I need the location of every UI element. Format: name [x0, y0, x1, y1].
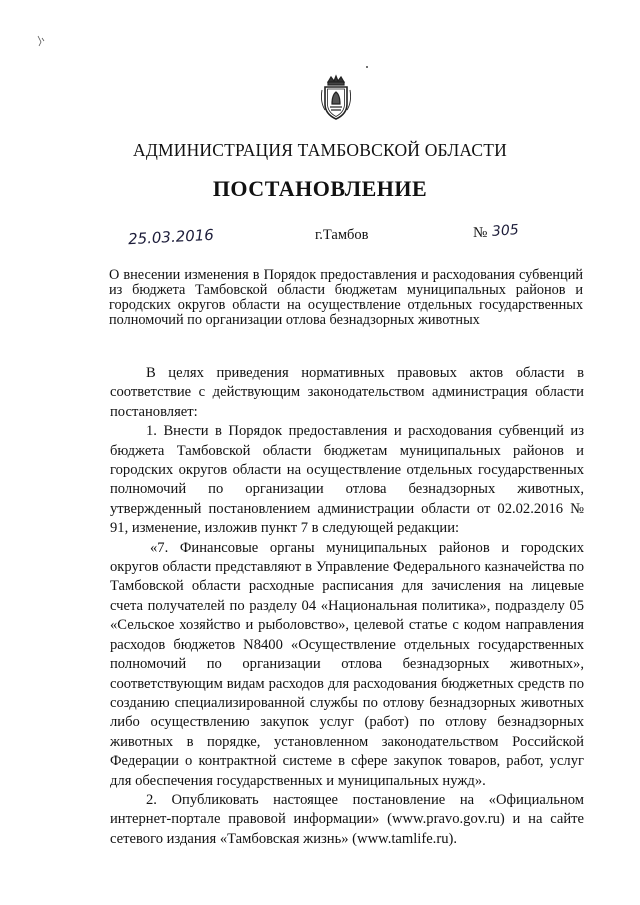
document-body [110, 364, 584, 849]
city-label: г.Тамбов [315, 227, 369, 243]
document-subject: О внесении изменения в Порядок предоставления и расходования субвенций из бюджета Тамбовской области бюджетам муниципальных районов и городских округов области на осуществление отдельных государственных полномочий по организации отлова безнадзорных животных [109, 267, 583, 328]
document-type-title: ПОСТАНОВЛЕНИЕ [212, 176, 428, 201]
scan-dot [364, 64, 370, 70]
handwritten-number: 305 [491, 222, 520, 240]
item-1-quote-paragraph: «7. Финансовые органы муниципальных районов и городских округов области представляют в Управление Федерального казначейства по Тамбовской области расходные расписания для зачисления на лицевые счета получателей по разделу 04 «Национальная политика», подразделу 05 «Сельское хозяйство и рыболовство», целевой статье с кодом направления расходов бюджетов N8400 «Осуществление отдельных государственных полномочий по организации отлова безнадзорных животных», соответствующим видам расходов для расходования бюджетных средств по созданию специализированной службы по отлову безнадзорных животных либо осуществлению закупок услуг (работ) по отлову безнадзорных животных в порядке, установленном законодательством Российской Федерации о контрактной системе в сфере закупок товаров, работ, услуг для обеспечения государственных и муниципальных нужд». [110, 539, 584, 789]
organization-title: АДМИНИСТРАЦИЯ ТАМБОВСКОЙ ОБЛАСТИ [133, 140, 507, 160]
number-sign: № [473, 225, 488, 241]
handwritten-date: 25.03.2016 [127, 225, 215, 249]
item-1-paragraph: 1. Внести в Порядок предоставления и расходования субвенций из бюджета Тамбовской области бюджетам муниципальных районов и городских округов области на осуществление отдельных государственных полномочий по организации отлова безнадзорных животных, утвержденный постановлением администрации области от 02.02.2016 № 91, изменение, изложив пункт 7 в следующей редакции: [110, 423, 584, 537]
item-2-paragraph: 2. Опубликовать настоящее постановление на «Официальном интернет-портале правовой информации» (www.pravo.gov.ru) и на сайте сетевого издания «Тамбовская жизнь» (www.tamlife.ru). [110, 791, 584, 847]
coat-of-arms-emblem [318, 74, 354, 122]
preamble-paragraph: В целях приведения нормативных правовых актов области в соответствие с действующим законодательством администрация области постановляет: [110, 365, 584, 420]
scan-mark [36, 34, 46, 48]
